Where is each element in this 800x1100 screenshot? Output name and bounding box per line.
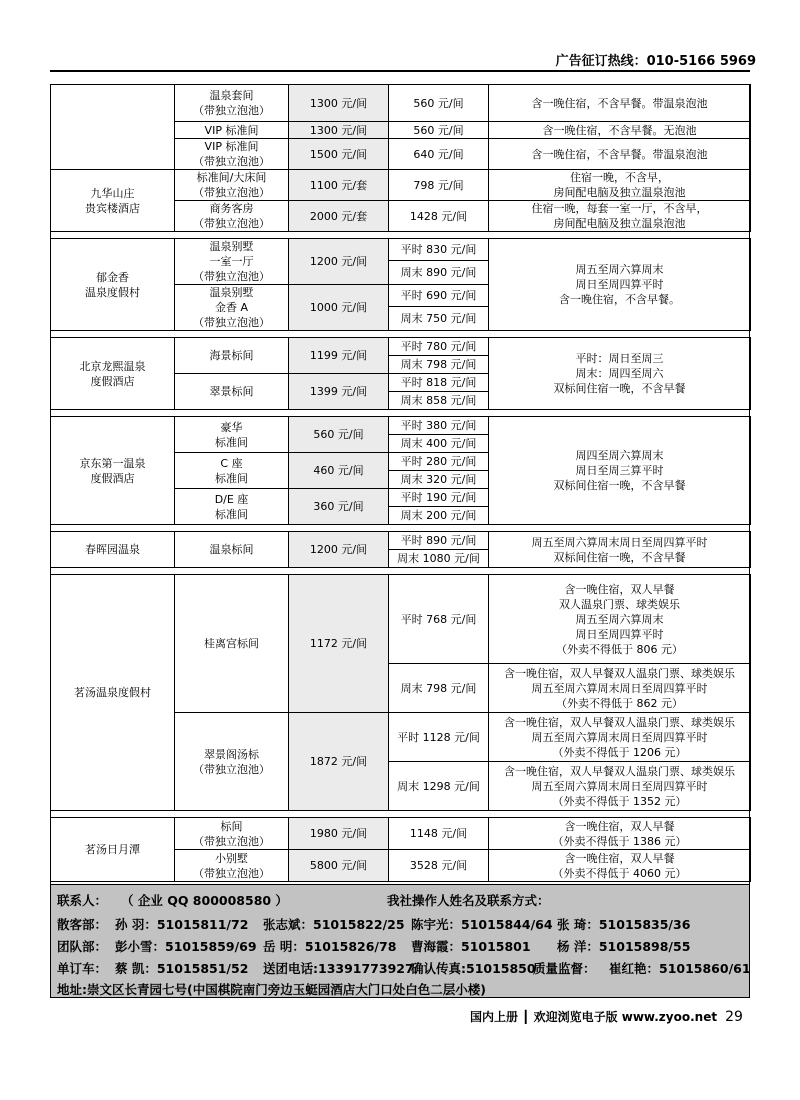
tuandui-contact: 杨 洋：51015898/55 [557,939,691,954]
member-rate: 周末 1080 元/间 [389,550,489,568]
quality-contact: 崔红艳：51015860/61 [609,961,751,976]
member-rate: 560 元/间 [389,85,489,122]
member-rate: 平时 890 元/间 [389,532,489,550]
section-gap-cell [51,811,751,818]
member-rate: 周末 858 元/间 [389,392,489,410]
room-type: 温泉别墅 一室一厅 （带独立泡池） [175,239,289,285]
section-gap [51,568,751,575]
quality-label: 质量监督： [533,961,596,976]
contact-label: 联系人： [57,893,108,908]
member-rate: 周末 320 元/间 [389,471,489,489]
member-rate: 3528 元/间 [389,850,489,882]
list-price: 1000 元/间 [289,285,389,331]
hotel-name: 茗汤温泉度假村 [51,575,175,811]
rate-note: 含一晚住宿，双人早餐 （外卖不得低于 4060 元） [489,850,751,882]
member-rate: 平时 280 元/间 [389,453,489,471]
room-type: 桂离宫标间 [175,575,289,713]
hotel-name: 春晖园温泉 [51,532,175,568]
section-gap [51,232,751,239]
list-price: 1300 元/间 [289,122,389,139]
footer-text: 国内上册 ┃ 欢迎浏览电子版 www.zyoo.net [470,1010,718,1024]
rate-note: 周五至周六算周末 周日至周四算平时 含一晚住宿，不含早餐。 [489,239,751,331]
table-row [51,239,751,261]
section-gap-cell [51,568,751,575]
section-gap [51,811,751,818]
list-price: 2000 元/套 [289,201,389,232]
list-price: 560 元/间 [289,417,389,453]
list-price: 360 元/间 [289,489,389,525]
member-rate: 周末 1298 元/间 [389,762,489,811]
sanke-contact: 张 琦：51015835/36 [557,917,691,932]
member-rate: 周末 890 元/间 [389,261,489,285]
member-rate: 1428 元/间 [389,201,489,232]
rate-note: 含一晚住宿，双人早餐双人温泉门票、球类娱乐 周五至周六算周末周日至周四算平时 （外卖不得低于 1206 元） [489,713,751,762]
sanke-contact: 陈宇光：51015844/64 [411,917,553,932]
table-row [51,170,751,201]
qq-number: （ 企业 QQ 800008580 ） [121,893,288,908]
address: 地址:崇文区长青园七号(中国棋院南门旁边玉蜓园酒店大门口处白色二层小楼) [57,982,486,997]
room-type: 商务客房 （带独立泡池） [175,201,289,232]
rate-note: 含一晚住宿，不含早餐。带温泉泡池 [489,139,751,170]
rate-note: 含一晚住宿，双人早餐 双人温泉门票、球类娱乐 周五至周六算周末 周日至周四算平时 （外卖不得低于 806 元） [489,575,751,664]
sanke-contact: 张志斌：51015822/25 [263,917,405,932]
table-row [51,818,751,850]
member-rate: 平时 380 元/间 [389,417,489,435]
room-type: 温泉标间 [175,532,289,568]
page-footer [470,1008,743,1025]
rate-note: 住宿一晚，每套一室一厅，不含早， 房间配电脑及独立温泉泡池 [489,201,751,232]
section-gap-cell [51,410,751,417]
list-price: 1399 元/间 [289,374,389,410]
member-rate: 798 元/间 [389,170,489,201]
list-price: 1500 元/间 [289,139,389,170]
table-row [51,575,751,664]
page-number: 29 [725,1009,743,1025]
tuandui-contact: 岳 明：51015826/78 [263,939,397,954]
room-type: VIP 标准间 （带独立泡池） [175,139,289,170]
member-rate: 周末 750 元/间 [389,307,489,331]
member-rate: 周末 798 元/间 [389,356,489,374]
list-price: 1100 元/套 [289,170,389,201]
list-price: 1199 元/间 [289,338,389,374]
room-type: 温泉套间 （带独立泡池） [175,85,289,122]
table-row [51,338,751,356]
rate-note: 含一晚住宿，双人早餐 （外卖不得低于 1386 元） [489,818,751,850]
contact-panel [50,884,750,998]
room-type: 海景标间 [175,338,289,374]
rate-note: 周四至周六算周末 周日至周三算平时 双标间住宿一晚，不含早餐 [489,417,751,525]
member-rate: 周末 200 元/间 [389,507,489,525]
rate-note: 平时：周日至周三 周末：周四至周六 双标间住宿一晚，不含早餐 [489,338,751,410]
rate-note: 住宿一晚，不含早， 房间配电脑及独立温泉泡池 [489,170,751,201]
room-type: 小别墅 （带独立泡池） [175,850,289,882]
member-rate: 平时 190 元/间 [389,489,489,507]
tuandui-contact: 彭小雪：51015859/69 [115,939,257,954]
hotel-name: 茗汤日月潭 [51,818,175,882]
room-type: 豪华 标准间 [175,417,289,453]
room-type: VIP 标准间 [175,122,289,139]
hotel-name [51,85,175,170]
list-price: 1172 元/间 [289,575,389,713]
confirm-fax: 确认传真:51015850 [411,961,536,976]
songtuan-phone: 送团电话:13391773927 [263,961,414,976]
member-rate: 平时 1128 元/间 [389,713,489,762]
rate-note: 含一晚住宿，不含早餐。带温泉泡池 [489,85,751,122]
list-price: 460 元/间 [289,453,389,489]
hotel-name: 北京龙熙温泉 度假酒店 [51,338,175,410]
section-gap [51,331,751,338]
section-gap [51,410,751,417]
section-gap [51,525,751,532]
list-price: 1872 元/间 [289,713,389,811]
room-type: C 座 标准间 [175,453,289,489]
table-row [51,85,751,122]
room-type: D/E 座 标准间 [175,489,289,525]
member-rate: 560 元/间 [389,122,489,139]
member-rate: 平时 830 元/间 [389,239,489,261]
dingche-contact: 蔡 凯：51015851/52 [115,961,249,976]
table-row [51,417,751,435]
rate-note: 含一晚住宿，双人早餐双人温泉门票、球类娱乐 周五至周六算周末周日至周四算平时 （外卖不得低于 862 元） [489,664,751,713]
section-gap-cell [51,232,751,239]
rate-note: 周五至周六算周末周日至周四算平时 双标间住宿一晚，不含早餐 [489,532,751,568]
member-rate: 640 元/间 [389,139,489,170]
tuandui-label: 团队部： [57,939,108,954]
hotel-name: 郁金香 温泉度假村 [51,239,175,331]
room-type: 翠景标间 [175,374,289,410]
member-rate: 平时 780 元/间 [389,338,489,356]
member-rate: 平时 818 元/间 [389,374,489,392]
rate-note: 含一晚住宿，不含早餐。无泡池 [489,122,751,139]
member-rate: 周末 798 元/间 [389,664,489,713]
room-type: 标准间/大床间 （带独立泡池） [175,170,289,201]
member-rate: 平时 768 元/间 [389,575,489,664]
section-gap-cell [51,331,751,338]
hotel-name: 京东第一温泉 度假酒店 [51,417,175,525]
list-price: 1200 元/间 [289,532,389,568]
list-price: 1300 元/间 [289,85,389,122]
top-rule [50,70,750,72]
room-type: 标间 （带独立泡池） [175,818,289,850]
rate-note: 含一晚住宿，双人早餐双人温泉门票、球类娱乐 周五至周六算周末周日至周四算平时 （外卖不得低于 1352 元） [489,762,751,811]
list-price: 1200 元/间 [289,239,389,285]
tuandui-contact: 曹海霞：51015801 [411,939,531,954]
ad-hotline: 广告征订热线：010-5166 5969 [555,54,756,69]
hotel-rate-table [50,84,751,882]
member-rate: 平时 690 元/间 [389,285,489,307]
operator-heading: 我社操作人姓名及联系方式： [387,893,550,908]
sanke-label: 散客部： [57,917,108,932]
list-price: 1980 元/间 [289,818,389,850]
dingche-label: 单订车： [57,961,108,976]
sanke-contact: 孙 羽：51015811/72 [115,917,249,932]
room-type: 温泉别墅 金香 A （带独立泡池） [175,285,289,331]
room-type: 翠景阁汤标 （带独立泡池） [175,713,289,811]
list-price: 5800 元/间 [289,850,389,882]
member-rate: 1148 元/间 [389,818,489,850]
table-row [51,532,751,550]
member-rate: 周末 400 元/间 [389,435,489,453]
hotel-name: 九华山庄 贵宾楼酒店 [51,170,175,232]
section-gap-cell [51,525,751,532]
